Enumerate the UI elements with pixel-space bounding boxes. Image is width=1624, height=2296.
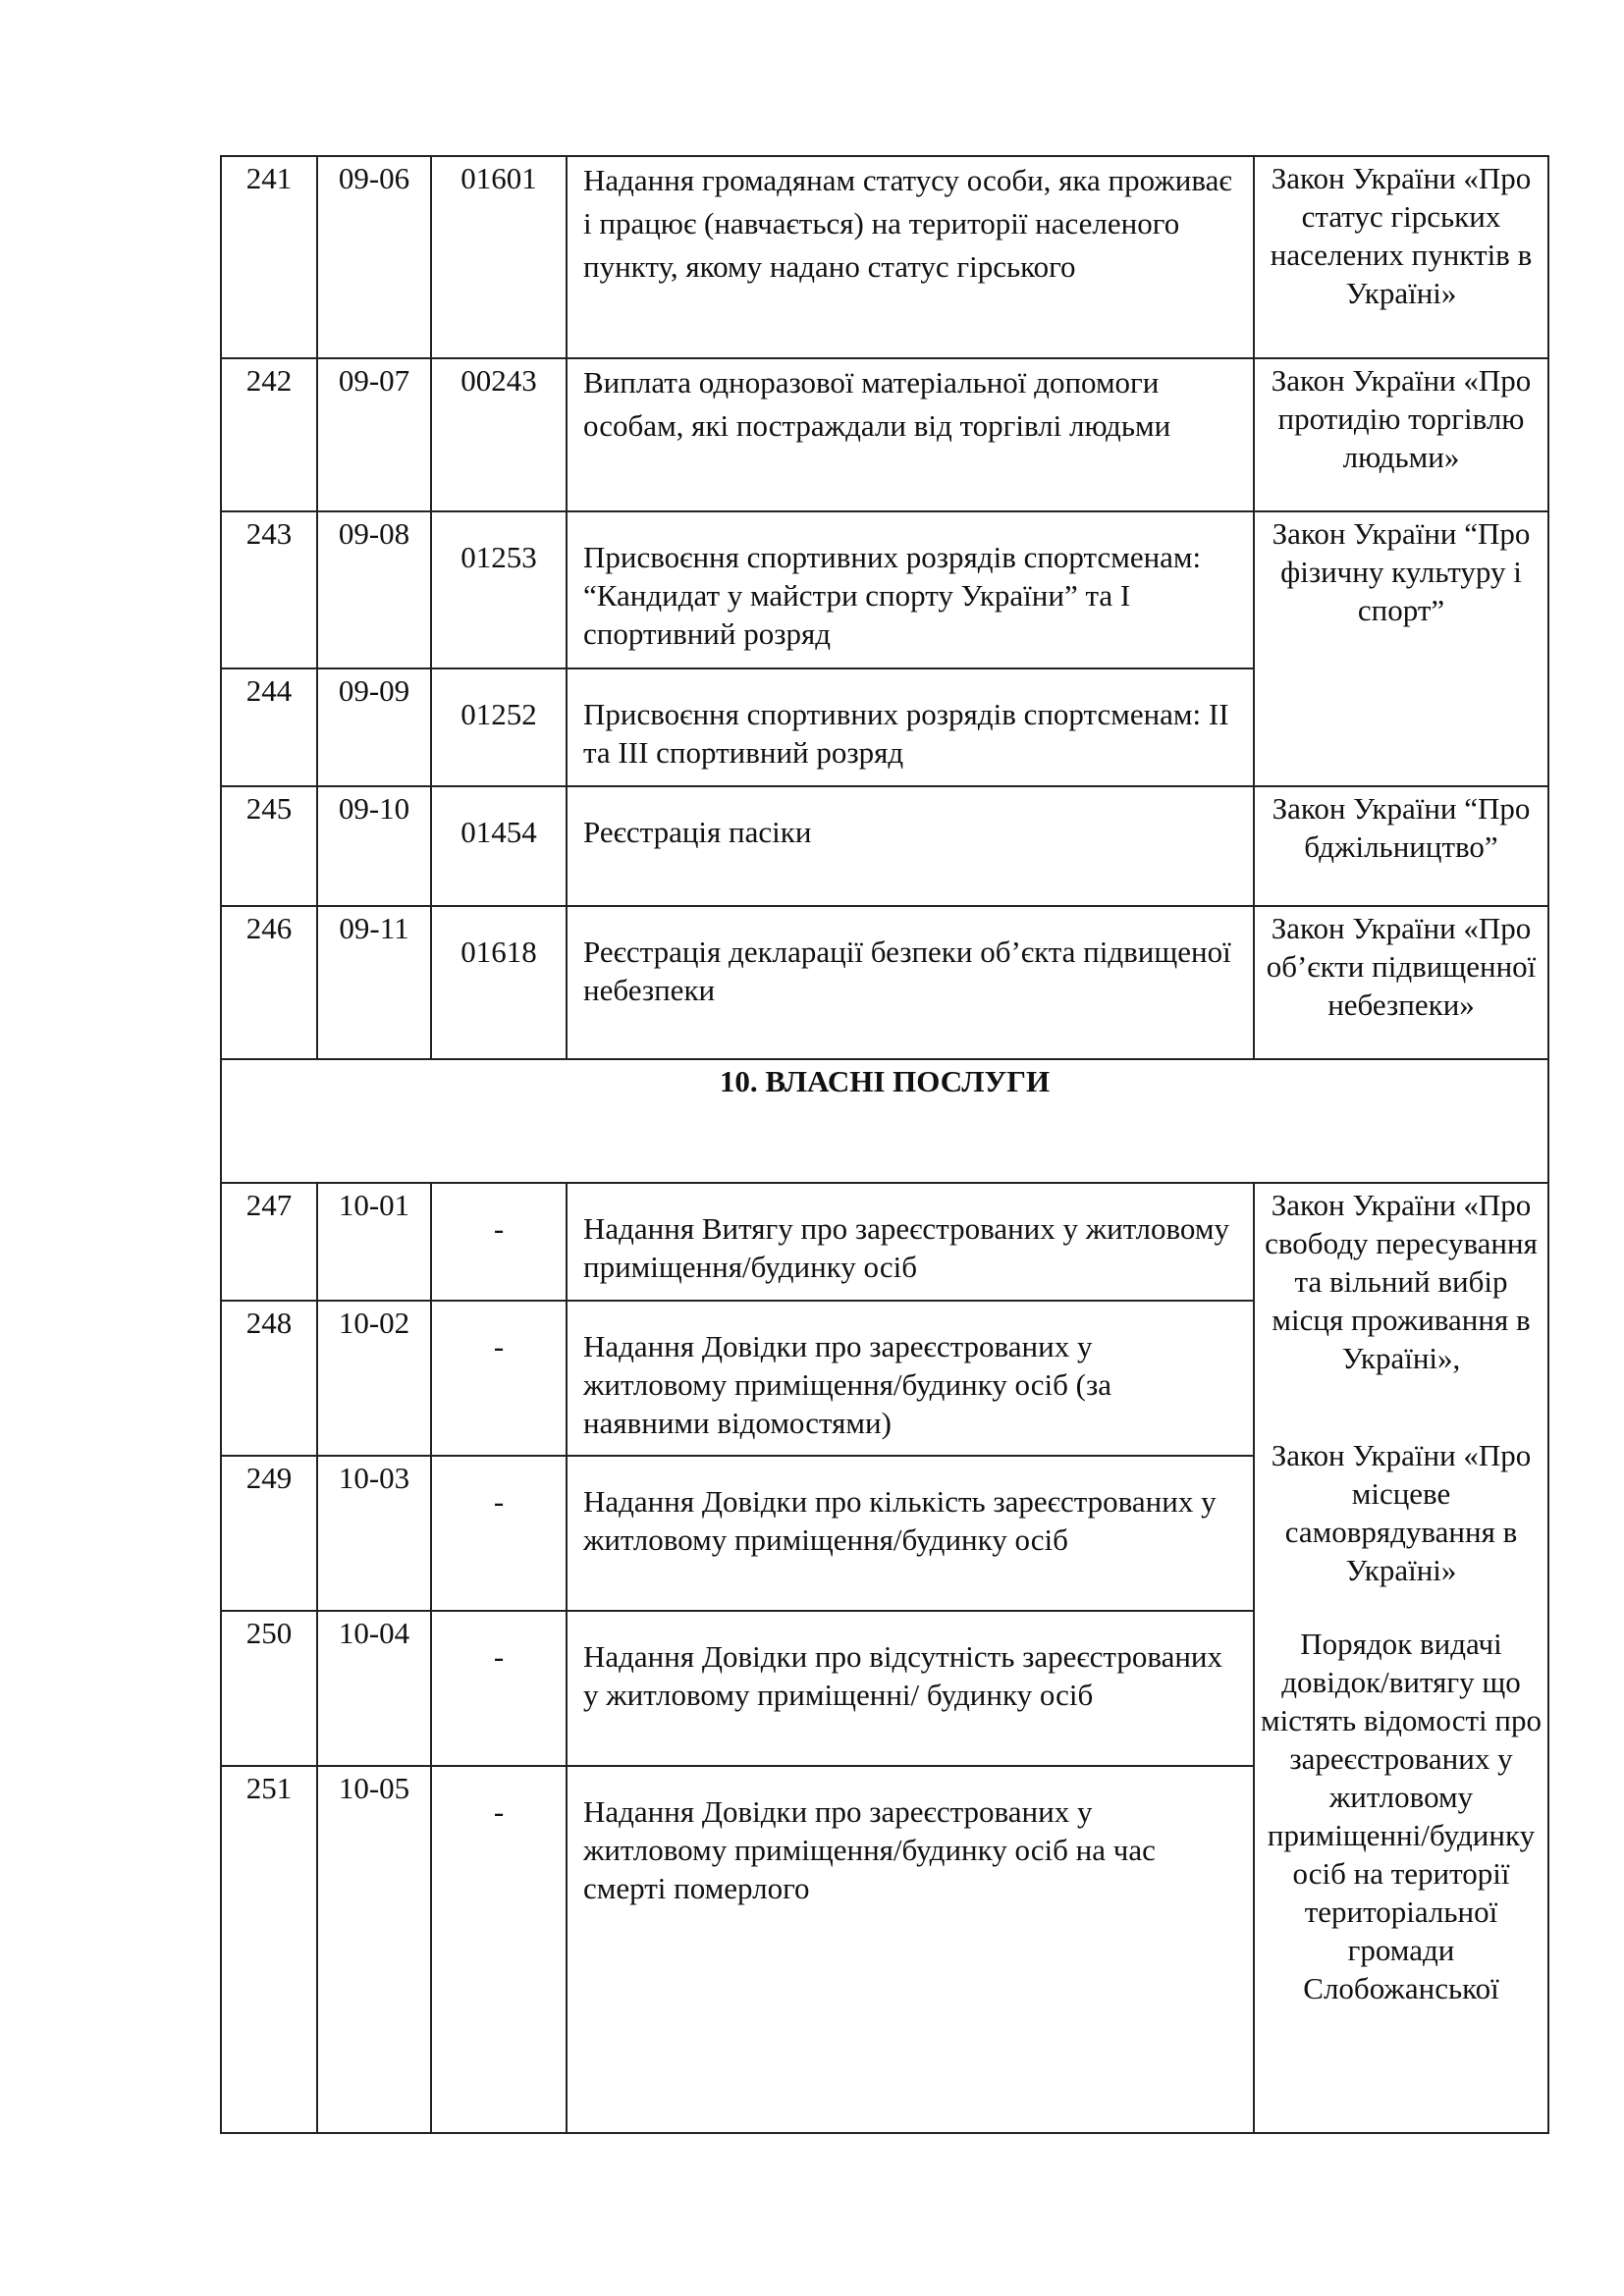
service-name: Надання Довідки про кількість зареєстрованих у житловому приміщення/будинку осіб xyxy=(567,1456,1254,1611)
legal-basis: Закон України “Про фізичну культуру і спорт” xyxy=(1254,511,1548,786)
legal-basis-shared xyxy=(1254,1183,1548,2133)
row-code: 09-06 xyxy=(317,156,431,358)
row-number: 247 xyxy=(221,1183,317,1301)
row-code: 10-02 xyxy=(317,1301,431,1456)
row-code: 10-05 xyxy=(317,1766,431,2133)
table-row xyxy=(221,511,1548,668)
legal-basis-law-2: Закон України «Про місцеве самоврядування в Україні» xyxy=(1271,1438,1532,1587)
row-number: 250 xyxy=(221,1611,317,1766)
service-name: Надання Витягу про зареєстрованих у житловому приміщення/будинку осіб xyxy=(567,1183,1254,1301)
service-id: - xyxy=(431,1611,567,1766)
legal-basis: Закон України “Про бджільництво” xyxy=(1254,786,1548,906)
service-name: Надання Довідки про відсутність зареєстрованих у житловому приміщенні/ будинку осіб xyxy=(567,1611,1254,1766)
row-number: 245 xyxy=(221,786,317,906)
legal-basis: Закон України «Про об’єкти підвищенної небезпеки» xyxy=(1254,906,1548,1059)
table-row xyxy=(221,358,1548,511)
row-number: 249 xyxy=(221,1456,317,1611)
service-name: Присвоєння спортивних розрядів спортсменам: “Кандидат у майстри спорту України” та І спортивний розряд xyxy=(567,511,1254,668)
row-number: 242 xyxy=(221,358,317,511)
row-code: 10-04 xyxy=(317,1611,431,1766)
row-number: 251 xyxy=(221,1766,317,2133)
row-code: 09-11 xyxy=(317,906,431,1059)
service-id: 01454 xyxy=(431,786,567,906)
service-id: 01252 xyxy=(431,668,567,786)
table-row xyxy=(221,1183,1548,1301)
legal-basis: Закон України «Про статус гірських населених пунктів в Україні» xyxy=(1254,156,1548,358)
table-row xyxy=(221,786,1548,906)
row-number: 248 xyxy=(221,1301,317,1456)
service-id: 00243 xyxy=(431,358,567,511)
service-name: Реєстрація декларації безпеки об’єкта підвищеної небезпеки xyxy=(567,906,1254,1059)
legal-basis-procedure: Порядок видачі довідок/витягу що містять відомості про зареєстрованих у житловому приміщенні/будинку осіб на території територіальної громади Слобожанської xyxy=(1261,1627,1542,2005)
row-number: 244 xyxy=(221,668,317,786)
row-number: 241 xyxy=(221,156,317,358)
service-name: Присвоєння спортивних розрядів спортсменам: ІІ та ІІІ спортивний розряд xyxy=(567,668,1254,786)
table-row xyxy=(221,156,1548,358)
legal-basis-law-1: Закон України «Про свободу пересування та вільний вибір місця проживання в Україні», xyxy=(1265,1188,1538,1375)
service-name: Реєстрація пасіки xyxy=(567,786,1254,906)
service-id: 01618 xyxy=(431,906,567,1059)
service-name: Надання громадянам статусу особи, яка проживає і працює (навчається) на території населеного пункту, якому надано статус гірського xyxy=(567,156,1254,358)
service-id: - xyxy=(431,1766,567,2133)
spacer xyxy=(1261,1377,1542,1436)
row-code: 09-07 xyxy=(317,358,431,511)
service-id: - xyxy=(431,1456,567,1611)
row-code: 10-01 xyxy=(317,1183,431,1301)
row-code: 10-03 xyxy=(317,1456,431,1611)
row-code: 09-10 xyxy=(317,786,431,906)
row-code: 09-09 xyxy=(317,668,431,786)
service-name: Надання Довідки про зареєстрованих у житловому приміщення/будинку осіб на час смерті померлого xyxy=(567,1766,1254,2133)
service-id: 01601 xyxy=(431,156,567,358)
table-row xyxy=(221,906,1548,1059)
legal-basis: Закон України «Про протидію торгівлю людьми» xyxy=(1254,358,1548,511)
spacer xyxy=(1261,1589,1542,1625)
section-title: 10. ВЛАСНІ ПОСЛУГИ xyxy=(221,1059,1548,1183)
service-name: Виплата одноразової матеріальної допомоги особам, які постраждали від торгівлі людьми xyxy=(567,358,1254,511)
service-id: - xyxy=(431,1301,567,1456)
service-name: Надання Довідки про зареєстрованих у житловому приміщення/будинку осіб (за наявними відомостями) xyxy=(567,1301,1254,1456)
row-number: 243 xyxy=(221,511,317,668)
row-code: 09-08 xyxy=(317,511,431,668)
row-number: 246 xyxy=(221,906,317,1059)
section-header-row xyxy=(221,1059,1548,1183)
services-table xyxy=(220,155,1549,2134)
service-id: - xyxy=(431,1183,567,1301)
service-id: 01253 xyxy=(431,511,567,668)
